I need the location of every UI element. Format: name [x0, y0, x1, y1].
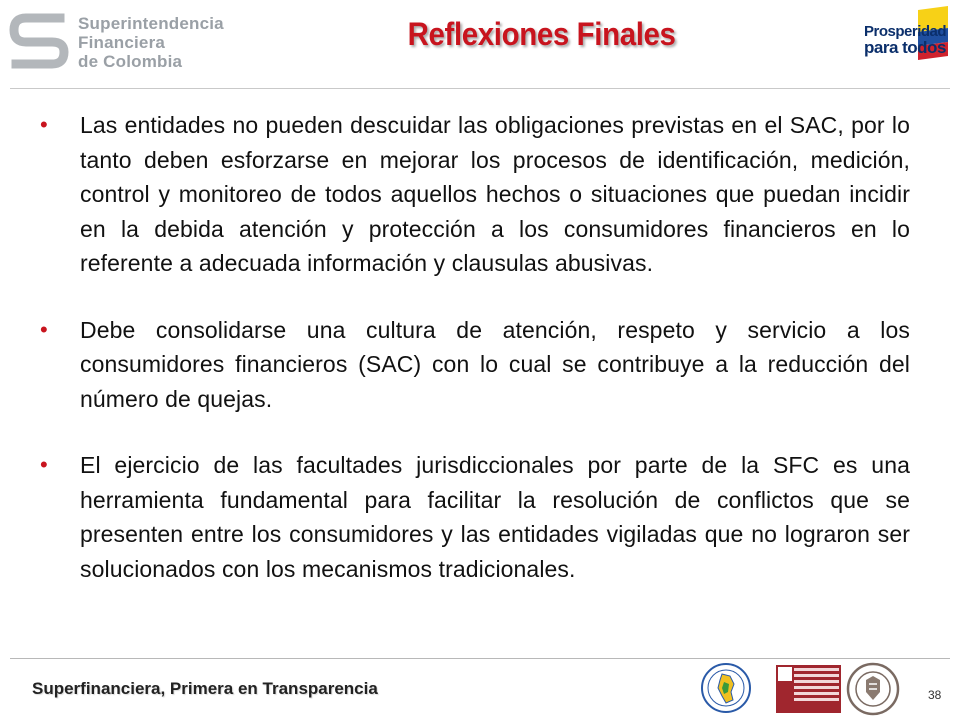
prosperidad-line-2: para todos: [864, 38, 946, 57]
bullet-dot-icon: •: [40, 452, 48, 477]
bullet-dot-icon: •: [40, 316, 48, 342]
logo-line-3: de Colombia: [78, 52, 183, 71]
bullet-item: [40, 108, 910, 281]
footer-divider: [10, 658, 950, 659]
slide-title: [0, 16, 960, 53]
bullet-item: [40, 448, 910, 586]
colombia-map-seal-icon: [700, 662, 752, 714]
bullet-list: [40, 108, 910, 618]
page-number: 38: [928, 688, 942, 702]
bureau-veritas-seal-icon: [846, 662, 900, 716]
bullet-text: Las entidades no pueden descuidar las obligaciones previstas en el SAC, por lo tanto deben esforzarse en mejorar los procesos de identificación, medición, control y monitoreo de todos aquellos hechos o situaciones que puedan incidir en la debida atención y protección a los consumidores financieros en lo referente a adecuada información y clausulas abusivas.: [80, 112, 910, 276]
bullet-item: [40, 313, 910, 417]
bullet-dot-icon: •: [40, 112, 48, 137]
logo-line-1: Superintendencia: [78, 14, 224, 33]
prosperidad-line-1: Prosperidad: [864, 23, 947, 40]
iso-certification-badge: [776, 665, 841, 713]
logo-line-2: Financiera: [78, 33, 166, 52]
slide-title-text: Reflexiones Finales: [408, 16, 676, 52]
prosperidad-logo: [860, 6, 950, 72]
bullet-text: Debe consolidarse una cultura de atención, respeto y servicio a los consumidores financieros (SAC) con lo cual se contribuye a la reducción del número de quejas.: [80, 316, 910, 412]
bullet-text: El ejercicio de las facultades jurisdiccionales por parte de la SFC es una herramienta fundamental para facilitar la resolución de conflictos que se presenten entre los consumidores y las entidades vigiladas que no lograron ser solucionados con los mecanismos tradicionales.: [80, 452, 910, 582]
bureau-veritas-logo-icon: [778, 667, 792, 681]
header-divider: [10, 88, 950, 89]
footer-tagline: Superfinanciera, Primera en Transparencia: [32, 679, 378, 698]
